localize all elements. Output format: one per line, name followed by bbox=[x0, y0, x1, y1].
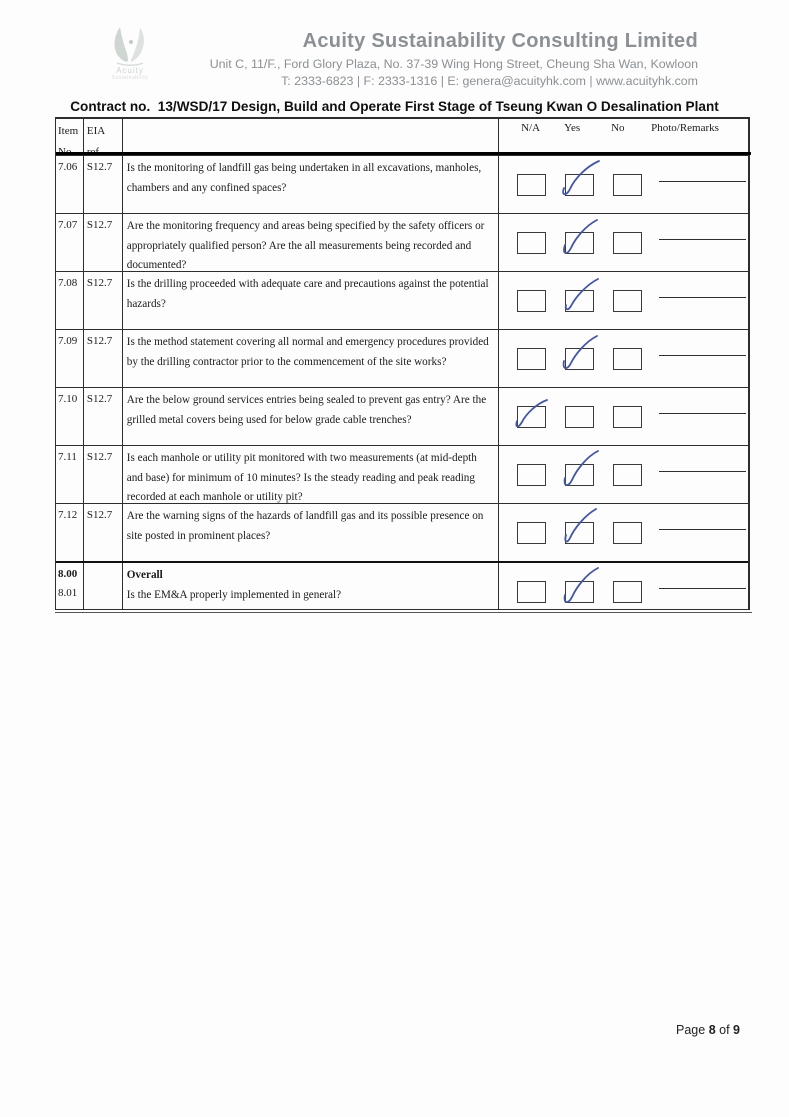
check-mark bbox=[557, 449, 603, 491]
answer-area bbox=[499, 330, 748, 387]
remarks-line bbox=[659, 239, 746, 240]
checkbox-no bbox=[613, 232, 642, 254]
eia-ref bbox=[84, 563, 123, 609]
checkbox-no bbox=[613, 406, 642, 428]
table-row bbox=[56, 503, 748, 561]
question-text: Is the method statement covering all normal and emergency procedures provided by the drilling contractor prior to the commencement of the site works? bbox=[123, 330, 499, 387]
check-mark bbox=[557, 566, 603, 608]
checkbox-na bbox=[517, 522, 546, 544]
column-header-yes: Yes bbox=[564, 122, 581, 134]
checkbox-yes bbox=[565, 406, 594, 428]
question-text: Are the monitoring frequency and areas being specified by the safety officers or appropriately qualified person? Are the all measurements being recorded and documented? bbox=[123, 214, 499, 271]
check-mark bbox=[557, 217, 603, 259]
column-header-na: N/A bbox=[521, 122, 541, 134]
column-header-no: No bbox=[611, 122, 625, 134]
table-row bbox=[56, 213, 748, 271]
item-number: 7.09 bbox=[56, 330, 84, 387]
remarks-line bbox=[659, 413, 746, 414]
question-text: Are the warning signs of the hazards of landfill gas and its possible presence on site posted in prominent places? bbox=[123, 504, 499, 561]
check-mark bbox=[557, 275, 603, 317]
eia-ref: S12.7 bbox=[84, 504, 123, 561]
table-row bbox=[56, 445, 748, 503]
question-text: Is the monitoring of landfill gas being undertaken in all excavations, manholes, chambers and any confined spaces? bbox=[123, 156, 499, 213]
page-number: 8 bbox=[708, 1023, 716, 1037]
answer-area bbox=[499, 272, 748, 329]
eia-ref: S12.7 bbox=[84, 330, 123, 387]
question-text: Is each manhole or utility pit monitored with two measurements (at mid-depth and base) for minimum of 10 minutes? Is the steady reading and peak reading recorded at each manhole or utility pit? bbox=[123, 446, 499, 503]
item-number: 8.00 8.01 bbox=[56, 563, 84, 609]
item-number: 7.11 bbox=[56, 446, 84, 503]
section-heading: Overall bbox=[126, 569, 163, 581]
remarks-line bbox=[659, 355, 746, 356]
answer-area bbox=[499, 388, 748, 445]
remarks-line bbox=[659, 471, 746, 472]
logo-text-sustainability: Sustainability bbox=[111, 75, 149, 81]
question-text: Overall Is the EM&A properly implemented in general? bbox=[123, 563, 499, 609]
question-text: Is the drilling proceeded with adequate care and precautions against the potential hazards? bbox=[123, 272, 499, 329]
item-number: 7.10 bbox=[56, 388, 84, 445]
table-bottom-double-line bbox=[55, 612, 752, 613]
remarks-line bbox=[659, 297, 746, 298]
checkbox-no bbox=[613, 174, 642, 196]
answer-area bbox=[499, 563, 748, 609]
letterhead-text bbox=[138, 30, 698, 89]
eia-ref: S12.7 bbox=[84, 214, 123, 271]
of-label: of bbox=[719, 1023, 730, 1037]
remarks-line bbox=[659, 588, 746, 589]
table-row bbox=[56, 387, 748, 445]
remarks-line bbox=[659, 181, 746, 182]
checkbox-na bbox=[517, 464, 546, 486]
checkbox-na bbox=[517, 348, 546, 370]
item-number: 7.07 bbox=[56, 214, 84, 271]
company-name: Acuity Sustainability Consulting Limited bbox=[302, 30, 698, 52]
check-mark bbox=[557, 333, 603, 375]
checkbox-no bbox=[613, 464, 642, 486]
checkbox-no bbox=[613, 348, 642, 370]
company-contact: T: 2333-6823 | F: 2333-1316 | E: genera@acuityhk.com | www.acuityhk.com bbox=[281, 73, 698, 88]
answer-area bbox=[499, 446, 748, 503]
eia-ref: S12.7 bbox=[84, 272, 123, 329]
question-text: Are the below ground services entries being sealed to prevent gas entry? Are the grilled metal covers being used for below grade cable trenches? bbox=[123, 388, 499, 445]
column-header-checks bbox=[499, 119, 748, 155]
checkbox-no bbox=[613, 522, 642, 544]
column-header-question bbox=[123, 119, 499, 155]
answer-area bbox=[499, 214, 748, 271]
eia-ref: S12.7 bbox=[84, 446, 123, 503]
checkbox-no bbox=[613, 581, 642, 603]
table-row bbox=[56, 155, 748, 213]
item-number: 7.12 bbox=[56, 504, 84, 561]
table-row bbox=[56, 329, 748, 387]
answer-area bbox=[499, 156, 748, 213]
item-number: 7.06 bbox=[56, 156, 84, 213]
company-address: Unit C, 11/F., Ford Glory Plaza, No. 37-39 Wing Hong Street, Cheung Sha Wan, Kowloon bbox=[209, 57, 698, 71]
checkbox-na bbox=[517, 581, 546, 603]
checkbox-na bbox=[517, 174, 546, 196]
remarks-line bbox=[659, 529, 746, 530]
checkbox-no bbox=[613, 290, 642, 312]
logo-text-acuity: Acuity bbox=[116, 66, 144, 75]
table-row bbox=[56, 271, 748, 329]
item-number: 7.08 bbox=[56, 272, 84, 329]
column-header-item: Item No. bbox=[56, 119, 84, 155]
table-header-row bbox=[56, 118, 748, 158]
answer-area bbox=[499, 504, 748, 561]
page-title: Contract no. 13/WSD/17 Design, Build and Operate First Stage of Tseung Kwan O Desalination Plant bbox=[70, 99, 719, 114]
checklist-table bbox=[55, 117, 750, 610]
checkbox-na bbox=[517, 290, 546, 312]
total-pages: 9 bbox=[733, 1023, 740, 1037]
eia-ref: S12.7 bbox=[84, 156, 123, 213]
table-row-overall bbox=[56, 561, 748, 609]
check-mark bbox=[509, 391, 555, 433]
column-header-eia: EIA ref. bbox=[84, 119, 123, 155]
check-mark bbox=[557, 507, 603, 549]
footer-label: Page bbox=[676, 1023, 706, 1037]
check-mark bbox=[557, 159, 603, 201]
page-footer bbox=[676, 1023, 740, 1037]
eia-ref: S12.7 bbox=[84, 388, 123, 445]
column-header-remarks: Photo/Remarks bbox=[651, 122, 719, 134]
checkbox-na bbox=[517, 232, 546, 254]
